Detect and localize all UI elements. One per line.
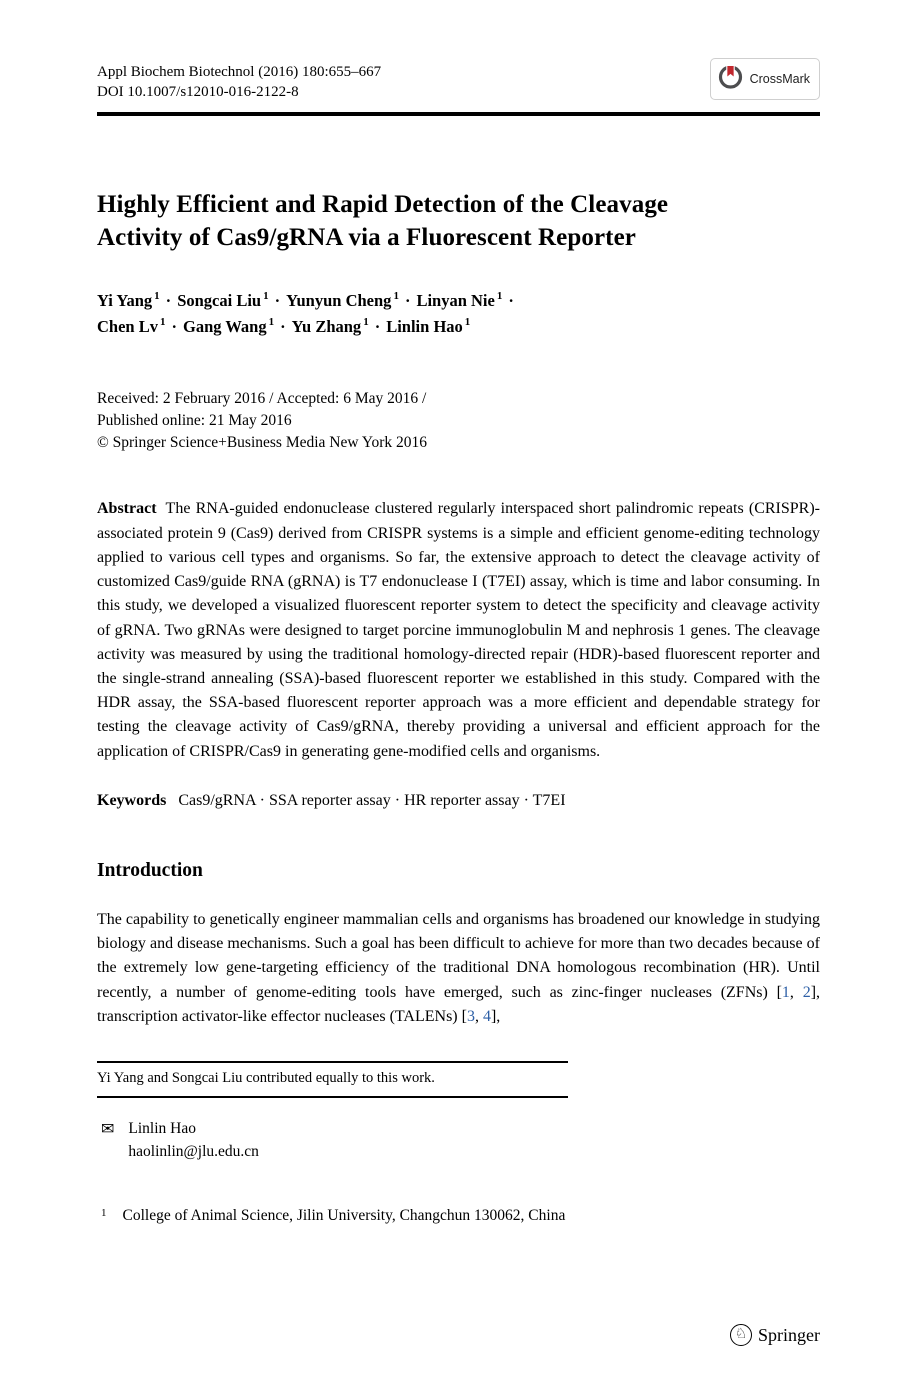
affiliation-marker: 1: [464, 316, 471, 329]
intro-text: ,: [474, 1007, 483, 1025]
published-online-line: Published online: 21 May 2016: [97, 411, 292, 429]
corresponding-author-name: Linlin Hao: [128, 1120, 196, 1138]
received-accepted-line: Received: 2 February 2016 / Accepted: 6 May 2016 /: [97, 390, 427, 408]
crossmark-label: CrossMark: [749, 72, 810, 86]
author: Yu Zhang $^1$: [291, 316, 369, 336]
author: Yi Yang $^1$: [97, 290, 160, 310]
author-line-2: [97, 314, 820, 340]
affiliation-marker: 1: [268, 316, 275, 329]
keywords: [97, 792, 820, 810]
springer-label: Springer: [758, 1324, 820, 1345]
citation-link-1[interactable]: 1: [781, 983, 790, 1001]
author-line-1: [97, 288, 820, 314]
author: Gang Wang $^1$: [183, 316, 275, 336]
page-header: [97, 62, 820, 103]
author: Yunyun Cheng $^1$: [286, 290, 399, 310]
envelope-icon: ✉: [101, 1121, 115, 1139]
affiliation-marker: 1: [263, 290, 269, 302]
author-separator: ·: [508, 290, 514, 310]
corresponding-author-email[interactable]: haolinlin@jlu.edu.cn: [128, 1142, 259, 1160]
intro-text: ,: [789, 983, 803, 1001]
author: Songcai Liu $^1$: [177, 290, 269, 310]
intro-text: The capability to genetically engineer mammalian cells and organisms has broadened our knowledge in studying biology and disease mechanisms. Such a goal has been difficult to achieve for more than two decades because of the extremely low gene-targeting efficiency of the traditional DNA homologous recombination (HR). Until recently, a number of genome-editing tools have emerged, such as zinc-finger nucleases (ZFNs) [: [97, 910, 820, 1001]
equal-contribution-footnote: Yi Yang and Songcai Liu contributed equally to this work.: [97, 1061, 568, 1098]
author-list: [97, 288, 820, 341]
keywords-text: Cas9/gRNA · SSA reporter assay · HR reporter assay · T7EI: [178, 791, 566, 809]
springer-logo: [730, 1324, 820, 1346]
section-heading-introduction: Introduction: [97, 859, 203, 881]
header-rule: [97, 112, 820, 116]
citation-link-3[interactable]: 3: [466, 1007, 475, 1025]
affiliation-number: 1: [101, 1207, 107, 1220]
intro-paragraph: [97, 908, 820, 1029]
keywords-label: Keywords: [97, 791, 167, 809]
affiliation-text: College of Animal Science, Jilin University, Changchun 130062, China: [122, 1207, 566, 1225]
intro-text: ], transcription activator-like effector nucleases (TALENs) [: [97, 983, 821, 1025]
article-history: [97, 388, 820, 453]
abstract-text: The RNA-guided endonuclease clustered regularly interspaced short palindromic repeats (CRISPR)-associated protein 9 (Cas9) derived from CRISPR systems is a simple and efficient genome-editing technology applied to various cell types and organisms. So far, the extensive approach to detect the cleavage activity of customized Cas9/guide RNA (gRNA) is T7 endonuclease I (T7EI) assay, which is time and labor consuming. In this study, we developed a visualized fluorescent reporter system to detect the specificity and cleavage activity of gRNA. Two gRNAs were designed to target porcine immunoglobulin M and nephrosis 1 genes. The cleavage activity was measured by using the traditional homology-directed repair (HDR)-based fluorescent reporter and the single-strand annealing (SSA)-based fluorescent reporter we established in this study. Compared with the HDR assay, the SSA-based fluorescent reporter approach was a more efficient and dependable strategy for testing the cleavage activity of Cas9/gRNA, thereby providing a universal and efficient approach for the application of CRISPR/Cas9 in generating gene-modified cells and organisms.: [97, 500, 820, 760]
author-separator: ·: [165, 290, 172, 310]
copyright-line: © Springer Science+Business Media New York 2016: [97, 433, 428, 451]
journal-info: [97, 62, 381, 103]
author-separator: ·: [404, 290, 411, 310]
correspondence-block: [97, 1118, 820, 1163]
author-separator: ·: [280, 316, 286, 336]
springer-knight-icon: ♘: [730, 1324, 752, 1346]
affiliation-marker: 1: [159, 316, 166, 329]
affiliation-marker: 1: [496, 290, 503, 302]
author: Chen Lv $^1$: [97, 316, 166, 336]
journal-citation: Appl Biochem Biotechnol (2016) 180:655–667: [97, 64, 382, 80]
citation-link-4[interactable]: 4: [482, 1007, 491, 1025]
corresponding-author: [128, 1118, 259, 1163]
affiliation-marker: 1: [393, 290, 399, 302]
crossmark-icon: [717, 63, 744, 95]
citation-link-2[interactable]: 2: [802, 983, 811, 1001]
affiliation-marker: 1: [363, 316, 369, 329]
affiliation-marker: 1: [154, 290, 160, 302]
doi: DOI 10.1007/s12010-016-2122-8: [97, 84, 299, 101]
intro-text: ],: [490, 1007, 501, 1025]
affiliation-block: [97, 1207, 820, 1225]
abstract: [97, 497, 820, 764]
abstract-label: Abstract: [97, 500, 157, 518]
article-title: Highly Efficient and Rapid Detection of the Cleavage Activity of Cas9/gRNA via a Fluorescent Reporter: [97, 190, 669, 251]
author-separator: ·: [171, 316, 177, 336]
author: Linlin Hao $^1$: [386, 316, 471, 336]
crossmark-badge[interactable]: [710, 58, 820, 100]
author-separator: ·: [274, 290, 281, 310]
author-separator: ·: [374, 316, 381, 336]
author: Linyan Nie $^1$: [416, 290, 503, 310]
